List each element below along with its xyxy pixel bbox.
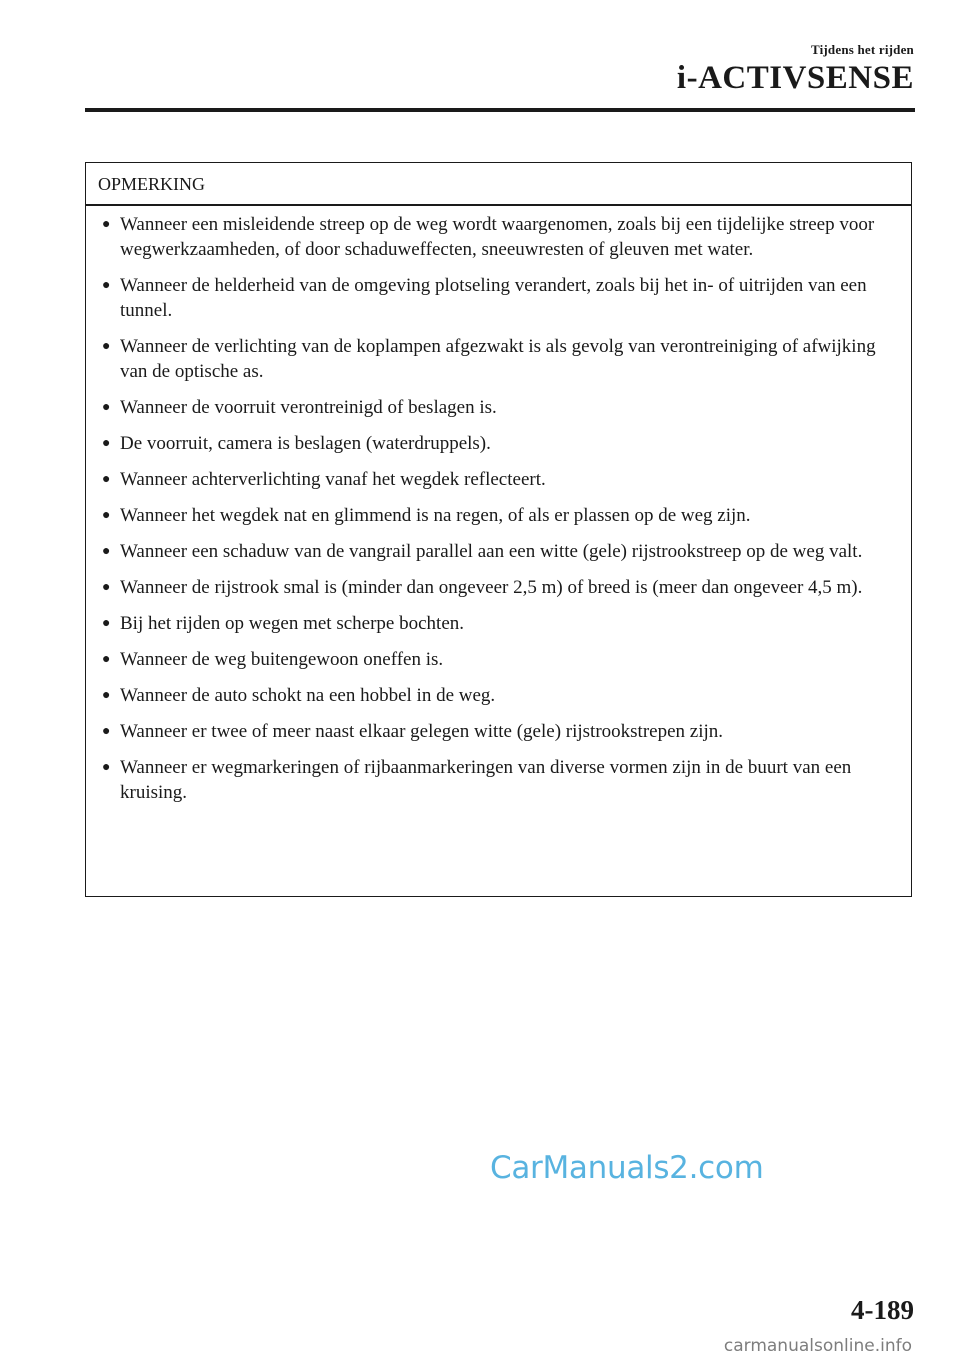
note-item-text: Wanneer er wegmarkeringen of rijbaanmarkeringen van diverse vormen zijn in de buurt van een kruising. [120, 757, 852, 803]
note-item [86, 467, 911, 492]
bullet-icon: ● [102, 688, 111, 703]
bullet-icon: ● [102, 652, 111, 667]
note-item [86, 273, 911, 323]
note-item-text: Wanneer een schaduw van de vangrail parallel aan een witte (gele) rijstrookstreep op de weg valt. [120, 541, 863, 562]
bullet-icon: ● [102, 400, 111, 415]
note-item [86, 503, 911, 528]
bullet-icon: ● [102, 544, 111, 559]
note-item [86, 647, 911, 672]
bullet-icon: ● [102, 217, 111, 232]
note-item [86, 719, 911, 744]
note-box [85, 162, 912, 897]
chapter-title: i-ACTIVSENSE [676, 60, 914, 96]
note-item [86, 575, 911, 600]
note-item-text: Wanneer de rijstrook smal is (minder dan ongeveer 2,5 m) of breed is (meer dan ongeveer 4,5 m). [120, 577, 863, 598]
bullet-icon: ● [102, 339, 111, 354]
note-item-text: Wanneer er twee of meer naast elkaar gelegen witte (gele) rijstrookstrepen zijn. [120, 721, 724, 742]
note-item [86, 431, 911, 456]
bullet-icon: ● [102, 580, 111, 595]
note-item-text: De voorruit, camera is beslagen (waterdruppels). [120, 433, 491, 454]
footer-site-label: carmanualsonline.info [723, 1336, 912, 1356]
section-label: Tijdens het rijden [810, 42, 914, 57]
note-item-text: Wanneer de verlichting van de koplampen afgezwakt is als gevolg van verontreiniging of afwijking van de optische as. [120, 336, 876, 382]
bullet-icon: ● [102, 472, 111, 487]
note-heading: OPMERKING [98, 174, 206, 194]
note-item [86, 611, 911, 636]
note-divider [86, 204, 911, 206]
note-item-text: Wanneer achterverlichting vanaf het wegdek reflecteert. [120, 469, 546, 490]
bullet-icon: ● [102, 508, 111, 523]
note-item [86, 755, 911, 805]
note-item [86, 395, 911, 420]
bullet-icon: ● [102, 616, 111, 631]
note-item [86, 212, 911, 262]
bullet-icon: ● [102, 278, 111, 293]
note-item [86, 334, 911, 384]
note-item-text: Wanneer de weg buitengewoon oneffen is. [120, 649, 444, 670]
note-item-text: Wanneer het wegdek nat en glimmend is na regen, of als er plassen op de weg zijn. [120, 505, 751, 526]
note-item-text: Wanneer de helderheid van de omgeving plotseling verandert, zoals bij het in- of uitrijden van een tunnel. [120, 275, 867, 321]
header-rule [85, 108, 915, 112]
page-number: 4-189 [851, 1295, 914, 1325]
note-item-text: Wanneer de auto schokt na een hobbel in de weg. [120, 685, 496, 706]
note-list [86, 212, 911, 816]
note-item [86, 683, 911, 708]
note-item-text: Wanneer de voorruit verontreinigd of beslagen is. [120, 397, 497, 418]
note-item [86, 539, 911, 564]
bullet-icon: ● [102, 760, 111, 775]
note-item-text: Bij het rijden op wegen met scherpe bochten. [120, 613, 465, 634]
note-item-text: Wanneer een misleidende streep op de weg wordt waargenomen, zoals bij een tijdelijke streep voor wegwerkzaamheden, of door schaduweffecten, sneeuwresten of gleuven met water. [120, 214, 875, 260]
bullet-icon: ● [102, 436, 111, 451]
watermark-logo: CarManuals2.com [490, 1150, 764, 1186]
bullet-icon: ● [102, 724, 111, 739]
